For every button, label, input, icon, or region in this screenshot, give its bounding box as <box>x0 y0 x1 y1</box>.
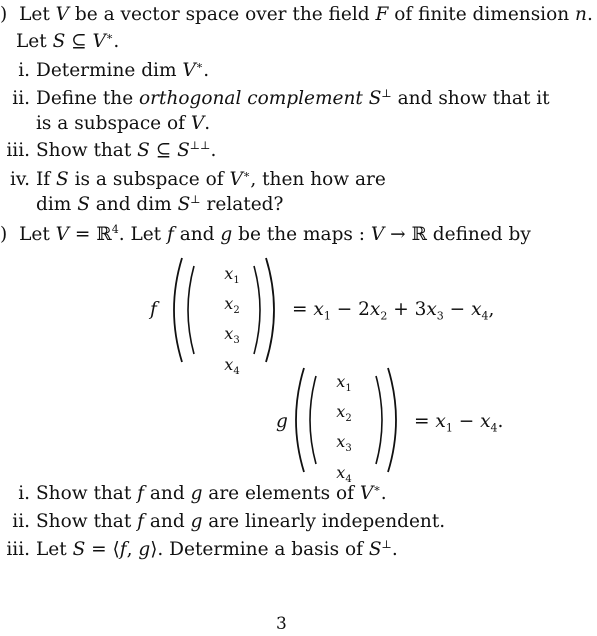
f-vector <box>212 262 252 383</box>
f-vector-x2: $x_2$ <box>224 294 240 317</box>
part-b-marker: ) <box>0 224 8 245</box>
g-vector-x2: $x_2$ <box>336 402 352 425</box>
part-a-item-ii-cont: is a subspace of V. <box>36 113 211 134</box>
part-b-item-i: i. Show that f and g are elements of V∗. <box>18 482 387 504</box>
part-a-line-1 <box>0 3 593 27</box>
part-a-item-iv-cont: dim S and dim S⊥ related? <box>36 193 284 215</box>
part-a-item-ii: ii. Define the orthogonal complement S⊥ and show that it <box>12 87 550 109</box>
g-vector-x1: $x_1$ <box>336 372 352 395</box>
part-a-intro-2: Let S ⊆ V∗. <box>16 30 120 52</box>
f-vector-x1: $x_1$ <box>224 264 240 287</box>
part-a-item-i: i. Determine dim V∗. <box>18 59 210 81</box>
part-a-marker: ) <box>0 4 8 25</box>
part-a-item-iii: iii. Show that S ⊆ S⊥⊥. <box>6 139 217 161</box>
part-b-item-iii: iii. Let S = ⟨f, g⟩. Determine a basis of S⊥. <box>6 538 398 560</box>
f-rhs: = $x_1 - 2x_2 + 3x_3 - x_4$, <box>292 299 495 323</box>
g-name: g <box>276 411 288 432</box>
part-a-intro-1: Let V be a vector space over the field F of finite dimension n. <box>19 4 593 25</box>
g-vector <box>324 370 364 491</box>
f-vector-x3: $x_3$ <box>224 324 240 347</box>
part-a-item-iv: iv. If S is a subspace of V∗, then how are <box>9 168 386 190</box>
f-name: f <box>150 299 157 320</box>
f-vector-x4: $x_4$ <box>224 354 240 377</box>
page-number: 3 <box>276 614 287 634</box>
part-b-intro: ) Let V = ℝ$^4$. Let f and g be the maps : V → ℝ defined by <box>0 223 531 245</box>
part-b-item-ii: ii. Show that f and g are linearly independent. <box>12 511 446 532</box>
g-vector-x4: $x_4$ <box>336 462 352 485</box>
g-vector-x3: $x_3$ <box>336 432 352 455</box>
g-rhs: = $x_1 - x_4$. <box>414 411 504 435</box>
